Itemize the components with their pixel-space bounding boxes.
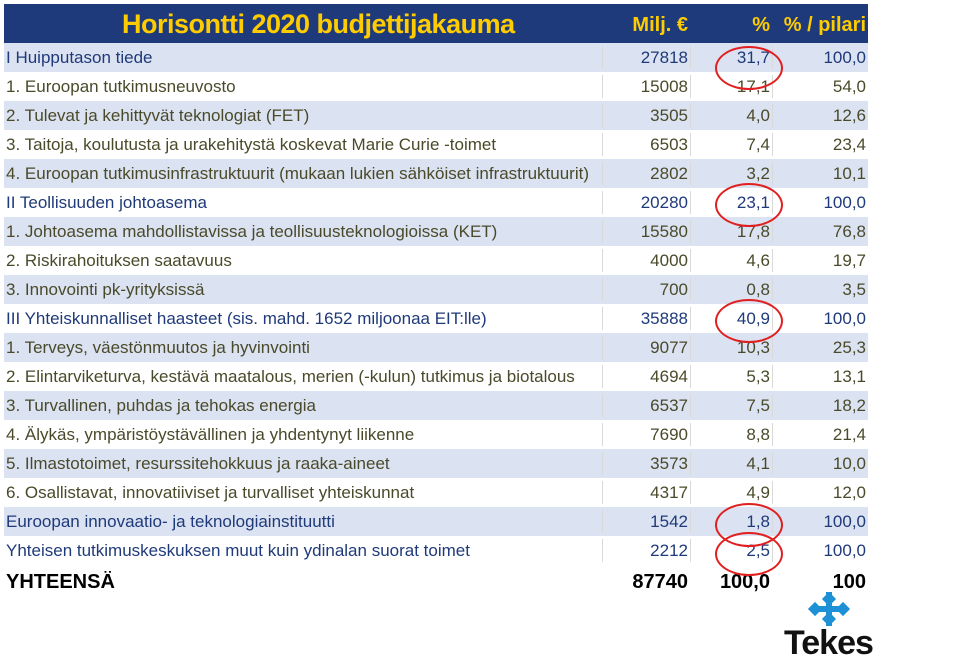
row-label: 5. Ilmastotoimet, resurssitehokkuus ja raaka-aineet [6,454,390,473]
row-label: 3. Innovointi pk-yrityksissä [6,280,205,299]
row-label: 2. Elintarviketurva, kestävä maatalous, merien (-kulun) tutkimus ja biotalous [6,367,575,386]
col-header-millions: Milj. € [632,14,688,36]
row-percent: 10,3 [736,338,770,357]
row-millions: 20280 [640,193,688,212]
table-row [4,449,868,478]
row-percent: 23,1 [736,193,770,212]
table-row [4,362,868,391]
row-percent-pillar: 100,0 [823,512,866,531]
row-percent-pillar: 12,6 [832,106,866,125]
row-percent: 8,8 [746,425,770,444]
row-label: III Yhteiskunnalliset haasteet (sis. mahd. 1652 miljoonaa EIT:lle) [6,309,487,328]
row-percent-pillar: 100,0 [823,48,866,67]
row-millions: 4317 [650,483,688,502]
row-millions: 4694 [650,367,688,386]
row-percent: 5,3 [746,367,770,386]
highlight-circle [715,532,783,576]
row-label: 3. Taitoja, koulutusta ja urakehitystä koskevat Marie Curie -toimet [6,135,497,154]
row-label: 1. Euroopan tutkimusneuvosto [6,77,236,96]
row-millions: 2802 [650,164,688,183]
row-percent-pillar: 3,5 [842,280,866,299]
row-millions: 3573 [650,454,688,473]
row-percent: 4,6 [746,251,770,270]
row-percent-pillar: 18,2 [832,396,866,415]
highlight-circle [715,183,783,227]
row-percent: 17,8 [736,222,770,241]
row-label: 6. Osallistavat, innovatiiviset ja turvalliset yhteiskunnat [6,483,415,502]
row-percent-pillar: 10,0 [832,454,866,473]
row-percent-pillar: 100,0 [823,541,866,560]
row-percent-pillar: 23,4 [832,135,866,154]
row-millions: 9077 [650,338,688,357]
row-millions: 7690 [650,425,688,444]
row-millions: 6537 [650,396,688,415]
table-row [4,391,868,420]
row-percent: 4,1 [746,454,770,473]
row-percent: 0,8 [746,280,770,299]
row-percent: 4,0 [746,106,770,125]
col-header-percent: % [752,14,770,36]
row-percent: 40,9 [736,309,770,328]
table-row [4,246,868,275]
row-millions: 2212 [650,541,688,560]
row-percent: 7,5 [746,396,770,415]
row-millions: 4000 [650,251,688,270]
row-percent-pillar: 10,1 [832,164,866,183]
table-row [4,478,868,507]
row-percent: 4,9 [746,483,770,502]
row-millions: 1542 [650,512,688,531]
row-percent-pillar: 100,0 [823,193,866,212]
row-label: 1. Johtoasema mahdollistavissa ja teollisuusteknologioissa (KET) [6,222,498,241]
row-percent: 17,1 [736,77,770,96]
row-label: Euroopan innovaatio- ja teknologiainstituutti [6,512,335,531]
row-millions: 35888 [640,309,688,328]
table-header [4,4,868,43]
row-percent-pillar: 54,0 [832,77,866,96]
row-label: 3. Turvallinen, puhdas ja tehokas energia [6,396,316,415]
row-percent-pillar: 76,8 [832,222,866,241]
row-millions: 15008 [640,77,688,96]
row-percent: 1,8 [746,512,770,531]
row-millions: 27818 [640,48,688,67]
row-percent: 7,4 [746,135,770,154]
row-millions: 3505 [650,106,688,125]
table-title: Horisontti 2020 budjettijakauma [122,9,515,39]
row-label: 2. Tulevat ja kehittyvät teknologiat (FET) [6,106,310,125]
table-row [4,420,868,449]
row-label: 4. Älykäs, ympäristöystävällinen ja yhdentynyt liikenne [6,425,415,444]
row-label: I Huipputason tiede [6,48,153,67]
col-header-percent-pillar: % / pilari [783,14,866,36]
tekes-logo-text: Tekes [784,624,873,662]
row-label: II Teollisuuden johtoasema [6,193,207,212]
row-label: 1. Terveys, väestönmuutos ja hyvinvointi [6,338,310,357]
row-percent-pillar: 21,4 [832,425,866,444]
row-percent-pillar: 13,1 [832,367,866,386]
row-percent-pillar: 12,0 [832,483,866,502]
highlight-circle [715,299,783,343]
total-millions: 87740 [632,571,688,593]
highlight-circle [715,46,783,90]
row-label: 2. Riskirahoituksen saatavuus [6,251,232,270]
row-percent-pillar: 25,3 [832,338,866,357]
table-row [4,130,868,159]
total-percent: 100,0 [719,571,770,593]
row-millions: 700 [659,280,688,299]
row-label: 4. Euroopan tutkimusinfrastruktuurit (mukaan lukien sähköiset infrastruktuurit) [6,164,589,183]
row-label: Yhteisen tutkimuskeskuksen muut kuin ydinalan suorat toimet [6,541,470,560]
total-percent-pillar: 100 [832,571,866,593]
row-millions: 6503 [650,135,688,154]
row-percent-pillar: 100,0 [823,309,866,328]
table-row [4,101,868,130]
row-millions: 15580 [640,222,688,241]
row-percent: 31,7 [736,48,770,67]
row-percent: 2,5 [746,541,770,560]
total-label: YHTEENSÄ [6,571,115,593]
row-percent: 3,2 [746,164,770,183]
row-percent-pillar: 19,7 [832,251,866,270]
